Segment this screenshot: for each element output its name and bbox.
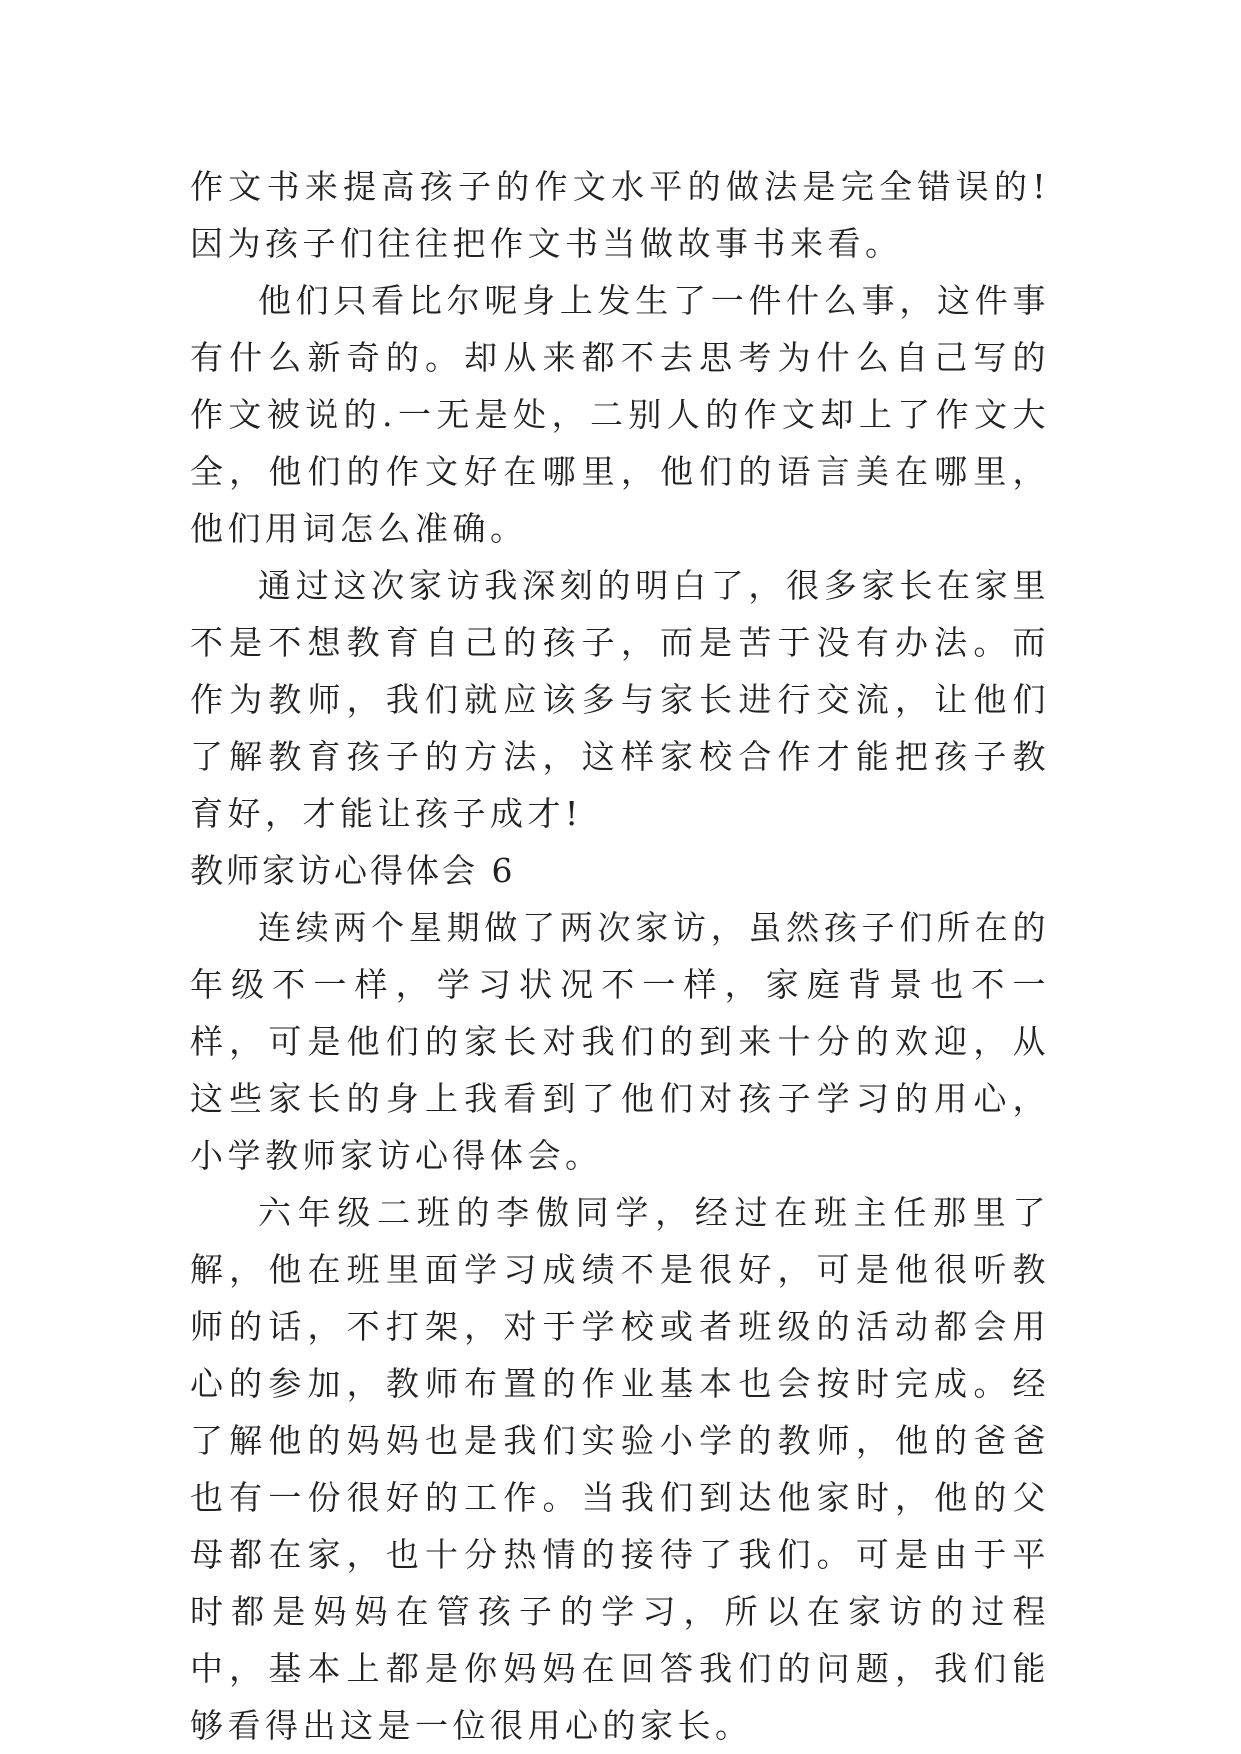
paragraph: 连续两个星期做了两次家访，虽然孩子们所在的年级不一样，学习状况不一样，家庭背景也不一样，可是他们的家长对我们的到来十分的欢迎，从这些家长的身上我看到了他们对孩子学习的用心，小学教师家访心得体会。	[190, 908, 1050, 1175]
paragraph-continuation: 作文书来提高孩子的作文水平的做法是完全错误的!因为孩子们往往把作文书当做故事书来看。	[190, 167, 1050, 263]
document-body	[190, 158, 1050, 1754]
paragraph: 他们只看比尔呢身上发生了一件什么事，这件事有什么新奇的。却从来都不去思考为什么自己写的作文被说的.一无是处，二别人的作文却上了作文大全，他们的作文好在哪里，他们的语言美在哪里，他们用词怎么准确。	[190, 281, 1050, 548]
paragraph: 六年级二班的李傲同学，经过在班主任那里了解，他在班里面学习成绩不是很好，可是他很听教师的话，不打架，对于学校或者班级的活动都会用心的参加，教师布置的作业基本也会按时完成。经了解他的妈妈也是我们实验小学的教师，他的爸爸也有一份很好的工作。当我们到达他家时，他的父母都在家，也十分热情的接待了我们。可是由于平时都是妈妈在管孩子的学习，所以在家访的过程中，基本上都是你妈妈在回答我们的问题，我们能够看得出这是一位很用心的家长。	[190, 1193, 1050, 1745]
section-title: 教师家访心得体会 6	[190, 851, 516, 890]
paragraph: 通过这次家访我深刻的明白了，很多家长在家里不是不想教育自己的孩子，而是苦于没有办法。而作为教师，我们就应该多与家长进行交流，让他们了解教育孩子的方法，这样家校合作才能把孩子教育好，才能让孩子成才!	[190, 566, 1050, 833]
